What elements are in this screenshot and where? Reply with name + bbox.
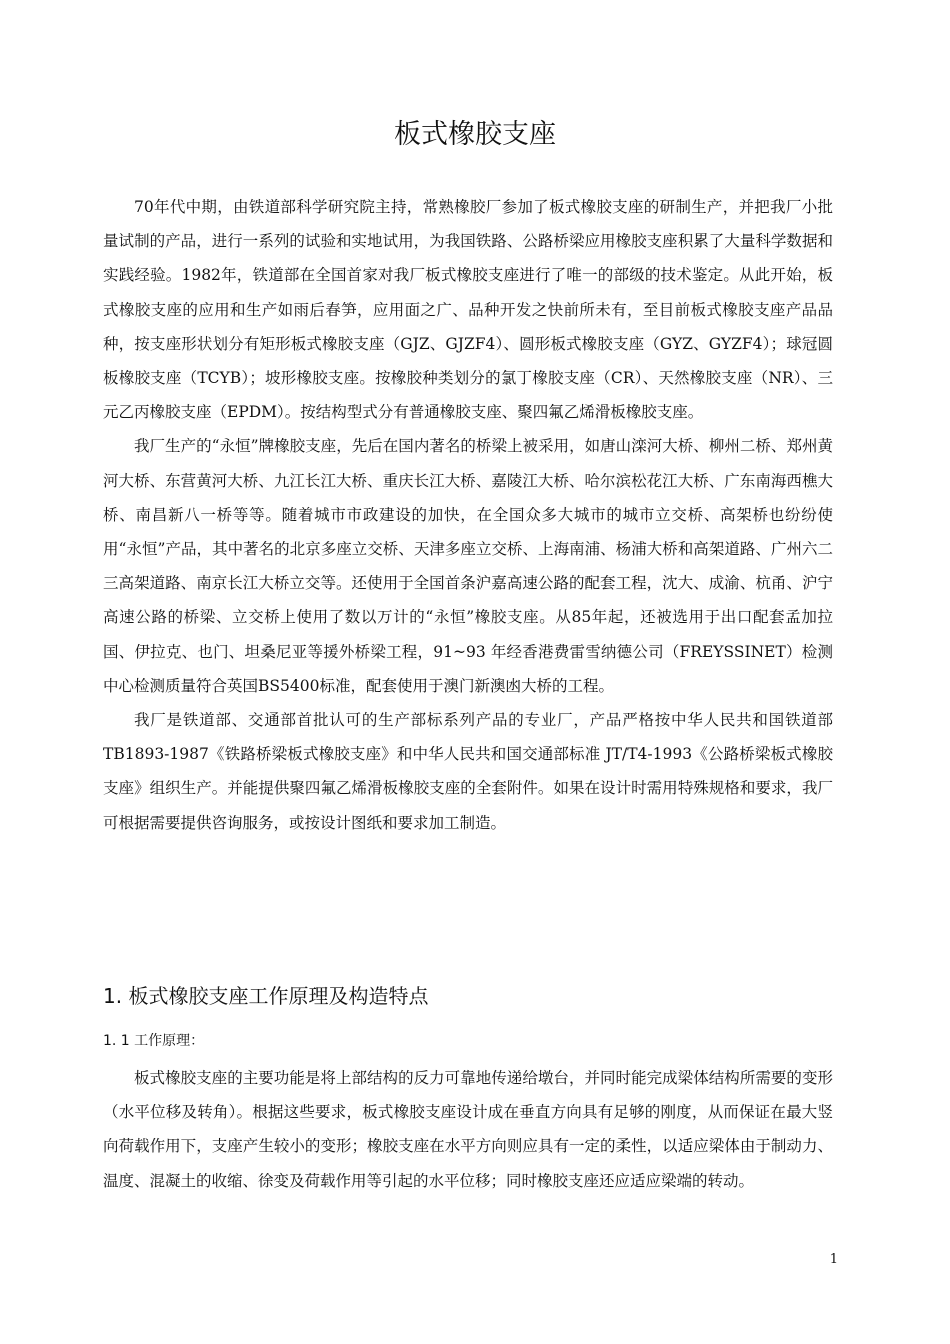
section-heading: 1. 板式橡胶支座工作原理及构造特点 [103,984,429,1008]
paragraph: 我厂是铁道部、交通部首批认可的生产部标系列产品的专业厂，产品严格按中华人民共和国铁道部 TB1893-1987《铁路桥梁板式橡胶支座》和中华人民共和国交通部标准 JT/T4-1993《公路桥梁板式橡胶支座》组织生产。并能提供聚四氟乙烯滑板橡胶支座的全套附件。如果在设计时需用特殊规格和要求，我厂可根据需要提供咨询服务，或按设计图纸和要求加工制造。 [103,711,833,832]
paragraph: 70年代中期，由铁道部科学研究院主持，常熟橡胶厂参加了板式橡胶支座的研制生产，并把我厂小批量试制的产品，进行一系列的试验和实地试用，为我国铁路、公路桥梁应用橡胶支座积累了大量科学数据和实践经验。1982年，铁道部在全国首家对我厂板式橡胶支座进行了唯一的部级的技术鉴定。从此开始，板式橡胶支座的应用和生产如雨后春笋，应用面之广、品种开发之快前所未有，至目前板式橡胶支座产品品种，按支座形状划分有矩形板式橡胶支座（GJZ、GJZF4）、圆形板式橡胶支座（GYZ、GYZF4）；球冠圆板橡胶支座（TCYB）；坡形橡胶支座。按橡胶种类划分的氯丁橡胶支座（CR）、天然橡胶支座（NR）、三元乙丙橡胶支座（EPDM）。按结构型式分有普通橡胶支座、聚四氟乙烯滑板橡胶支座。 [103,198,833,422]
page-title: 板式橡胶支座 [394,119,556,150]
page-number: 1 [829,1252,838,1267]
intro-body [103,190,833,840]
paragraph: 我厂生产的“永恒”牌橡胶支座，先后在国内著名的桥梁上被采用，如唐山滦河大桥、柳州二桥、郑州黄河大桥、东营黄河大桥、九江长江大桥、重庆长江大桥、嘉陵江大桥、哈尔滨松花江大桥、广东南海西樵大桥、南昌新八一桥等等。随着城市市政建设的加快，在全国众多大城市的城市立交桥、高架桥也纷纷使用“永恒”产品，其中著名的北京多座立交桥、天津多座立交桥、上海南浦、杨浦大桥和高架道路、广州六二三高架道路、南京长江大桥立交等。还使用于全国首条沪嘉高速公路的配套工程，沈大、成渝、杭甬、沪宁高速公路的桥梁、立交桥上使用了数以万计的“永恒”橡胶支座。从85年起，还被选用于出口配套孟加拉国、伊拉克、也门、坦桑尼亚等援外桥梁工程，91~93 年经香港费雷雪纳德公司（FREYSSINET）检测中心检测质量符合英国BS5400标准，配套使用于澳门新澳凼大桥的工程。 [103,437,833,695]
subsection-heading: 1. 1 工作原理： [103,1033,205,1049]
paragraph: 板式橡胶支座的主要功能是将上部结构的反力可靠地传递给墩台，并同时能完成梁体结构所需要的变形（水平位移及转角）。根据这些要求，板式橡胶支座设计成在垂直方向具有足够的刚度，从而保证在最大竖向荷载作用下，支座产生较小的变形；橡胶支座在水平方向则应具有一定的柔性，以适应梁体由于制动力、温度、混凝土的收缩、徐变及荷载作用等引起的水平位移；同时橡胶支座还应适应梁端的转动。 [103,1069,833,1190]
section-body [103,1061,833,1198]
